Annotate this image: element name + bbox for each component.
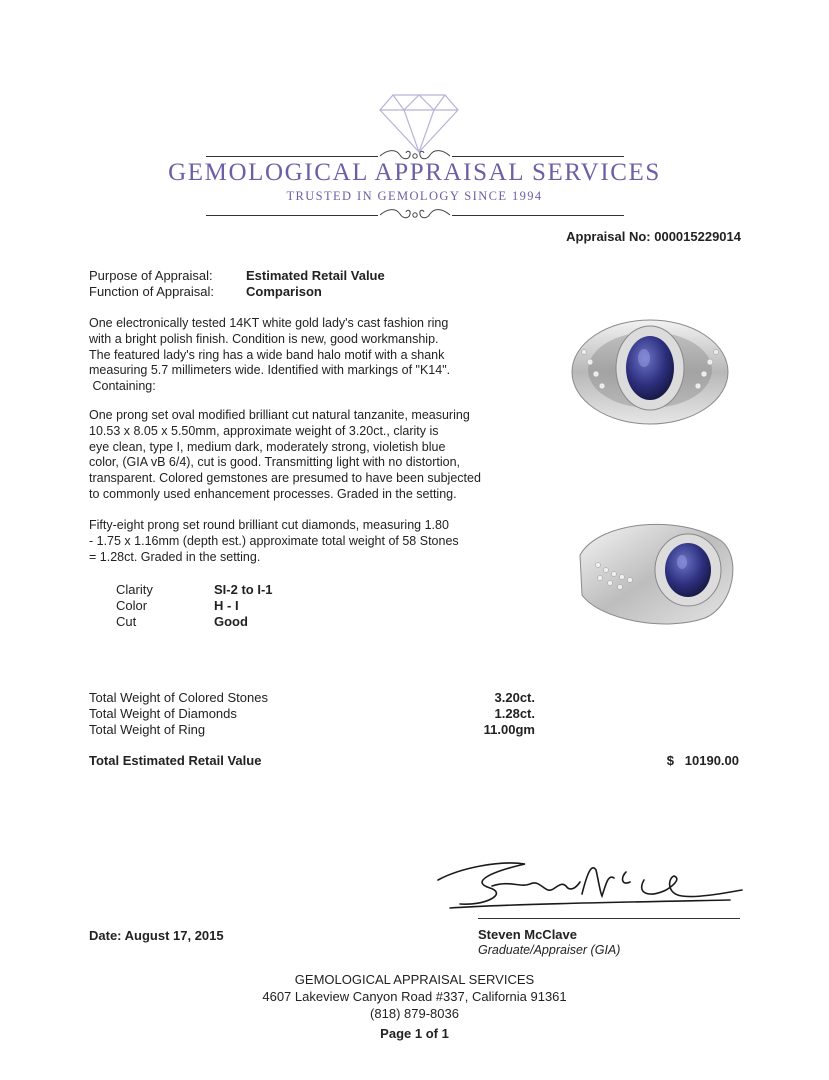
spec-value-clarity: SI-2 to I-1	[214, 582, 273, 597]
purpose-value: Estimated Retail Value	[246, 268, 385, 283]
brand-tagline: TRUSTED IN GEMOLOGY SINCE 1994	[286, 189, 543, 203]
appraiser-title: Graduate/Appraiser (GIA)	[478, 943, 621, 957]
tanzanite-description: One prong set oval modified brilliant cut natural tanzanite, measuring 10.53 x 8.05 x 5.50mm, approximate weight of 3.20ct., clarity is eye clean, type I, medium dark, moderately strong, violetish blue color, (GIA vB 6/4), cut is good. Transmitting light with no distortion, transparent. Colored gemstones are presumed to have been subjected to commonly used enhancement processes. Graded in the setting.	[89, 408, 481, 501]
total-diamonds-value: 1.28ct.	[494, 706, 535, 721]
page-number: Page 1 of 1	[380, 1026, 449, 1041]
header-rule-bottom	[206, 215, 378, 216]
footer-company: GEMOLOGICAL APPRAISAL SERVICES	[294, 972, 535, 987]
diamond-description: Fifty-eight prong set round brilliant cut diamonds, measuring 1.80 - 1.75 x 1.16mm (depth est.) approximate total weight of 58 Stones = 1.28ct. Graded in the setting.	[89, 518, 459, 564]
spec-value-color: H - I	[214, 598, 239, 613]
flourish-ornament-icon	[378, 206, 452, 224]
header-rule-top	[452, 156, 624, 157]
appraisal-date: Date: August 17, 2015	[89, 928, 224, 943]
total-ring-label: Total Weight of Ring	[89, 722, 206, 737]
total-diamonds-label: Total Weight of Diamonds	[89, 706, 237, 721]
grand-total-label: Total Estimated Retail Value	[89, 753, 262, 768]
grand-total-value: $ 10190.00	[666, 753, 739, 768]
total-colored-value: 3.20ct.	[494, 690, 535, 705]
total-ring-value: 11.00gm	[483, 722, 535, 737]
header-rule-bottom	[452, 215, 624, 216]
brand-title: GEMOLOGICAL APPRAISAL SERVICES	[168, 159, 661, 186]
ring-description: One electronically tested 14KT white gold lady's cast fashion ring with a bright polish finish. Condition is new, good workmanship. The featured lady's ring has a wide band halo motif with a shank measuring 5.7 millimeters wide. Identified with markings of "K14". Containing:	[89, 316, 451, 394]
header-rule-top	[206, 156, 378, 157]
handwritten-signature	[430, 850, 750, 922]
spec-label-color: Color	[116, 598, 148, 613]
footer-address: 4607 Lakeview Canyon Road #337, California 91361	[262, 989, 567, 1004]
appraisal-number: Appraisal No: 000015229014	[566, 229, 741, 244]
spec-label-cut: Cut	[116, 614, 137, 629]
ring-photo-front	[560, 292, 740, 442]
footer-phone: (818) 879-8036	[370, 1006, 459, 1021]
signature-line	[478, 918, 740, 919]
function-value: Comparison	[246, 284, 322, 299]
ring-photo-side	[570, 510, 745, 630]
appraiser-name: Steven McClave	[478, 927, 577, 942]
spec-value-cut: Good	[214, 614, 248, 629]
function-label: Function of Appraisal:	[89, 284, 215, 299]
diamond-logo-icon	[378, 92, 460, 154]
spec-label-clarity: Clarity	[116, 582, 153, 597]
purpose-label: Purpose of Appraisal:	[89, 268, 213, 283]
total-colored-label: Total Weight of Colored Stones	[89, 690, 268, 705]
